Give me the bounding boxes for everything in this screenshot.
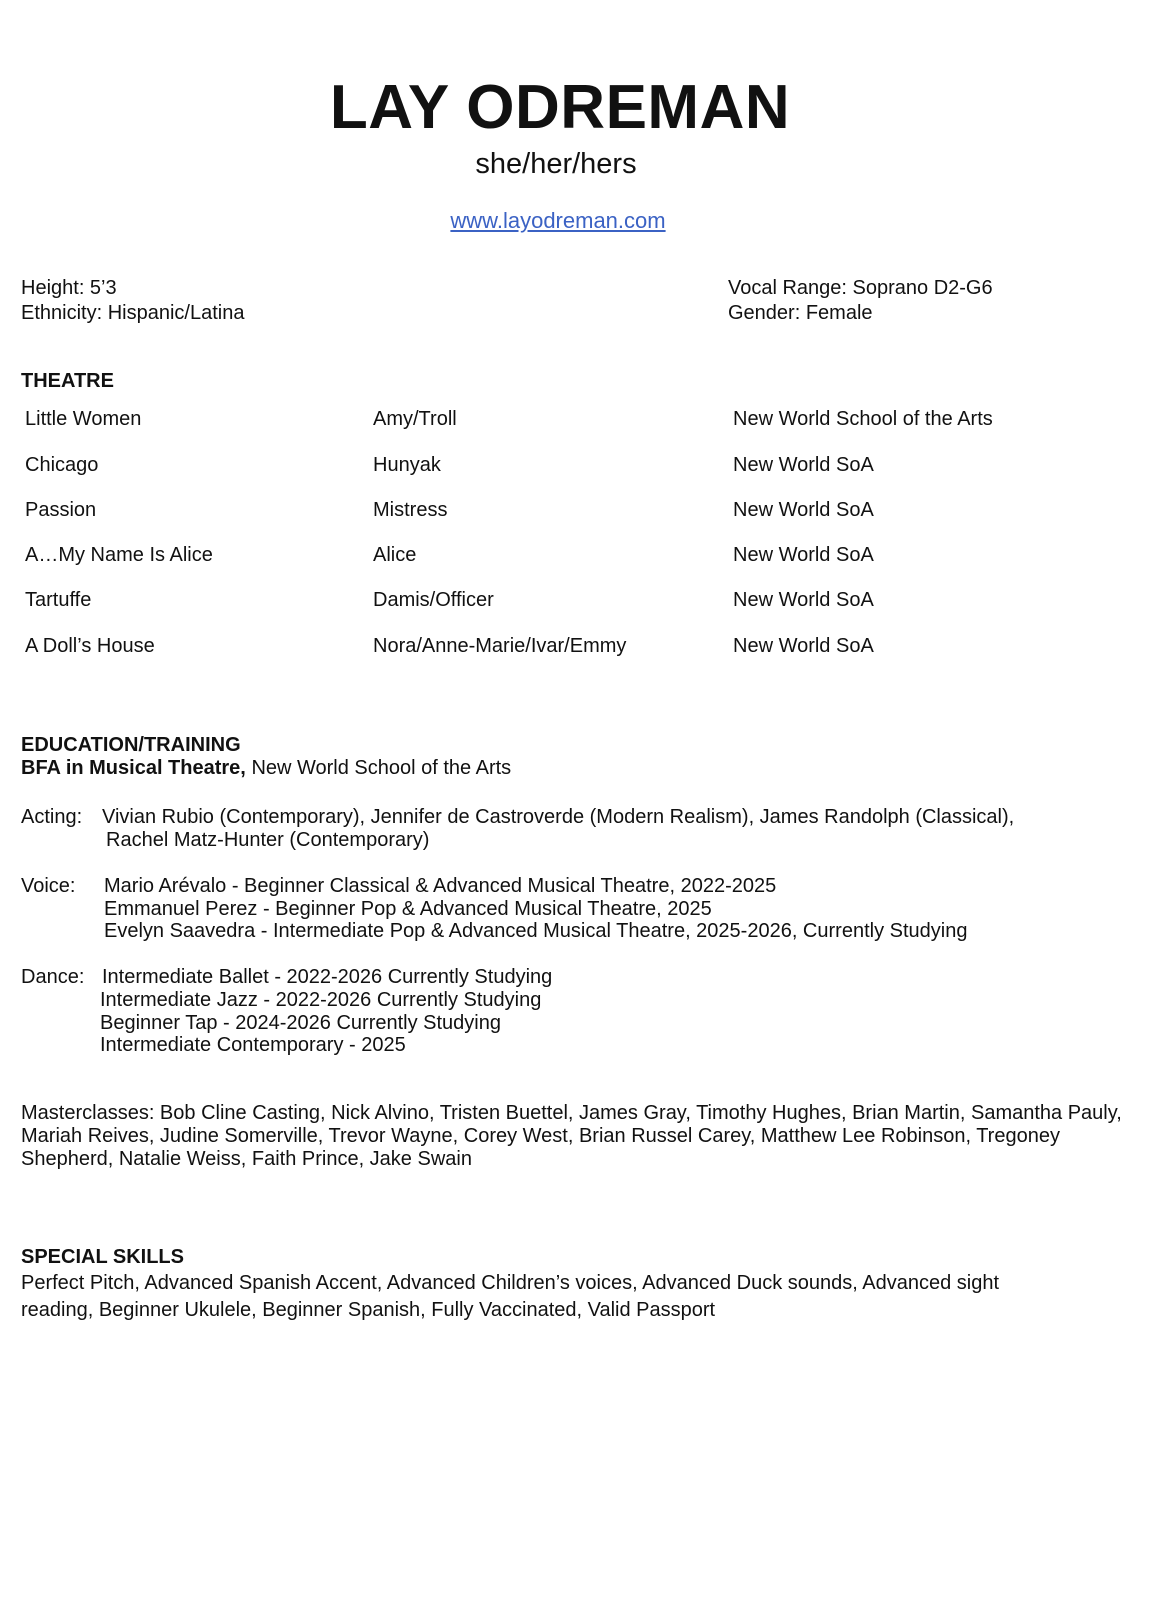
skills-text: Perfect Pitch, Advanced Spanish Accent, Advanced Children’s voices, Advanced Duck sounds, Advanced sight reading, Beginner Ukulele, Beginner Spanish, Fully Vaccinated, Valid Passport <box>21 1272 1000 1321</box>
theatre-venue: New World SoA <box>733 635 874 657</box>
voice-line: Evelyn Saavedra - Intermediate Pop & Advanced Musical Theatre, 2025-2026, Currently Studying <box>104 920 968 942</box>
theatre-role: Hunyak <box>373 454 441 476</box>
theatre-show: A…My Name Is Alice <box>25 544 213 566</box>
dance-line: Intermediate Ballet - 2022-2026 Currently Studying <box>102 966 553 988</box>
ethnicity-stat: Ethnicity: Hispanic/Latina <box>21 302 245 324</box>
theatre-role: Amy/Troll <box>373 408 457 430</box>
theatre-venue: New World SoA <box>733 499 874 521</box>
dance-line: Intermediate Jazz - 2022-2026 Currently Studying <box>100 989 542 1011</box>
theatre-role: Nora/Anne-Marie/Ivar/Emmy <box>373 635 627 657</box>
degree-title: BFA in Musical Theatre, <box>21 757 246 779</box>
vocal-range-stat: Vocal Range: Soprano D2-G6 <box>728 277 993 299</box>
theatre-show: A Doll’s House <box>25 635 155 657</box>
theatre-role: Damis/Officer <box>373 589 494 611</box>
dance-label: Dance: <box>21 966 85 988</box>
theatre-venue: New World SoA <box>733 589 874 611</box>
theatre-show: Passion <box>25 499 97 521</box>
dance-line: Intermediate Contemporary - 2025 <box>100 1034 406 1056</box>
theatre-venue: New World SoA <box>733 544 874 566</box>
acting-line: Rachel Matz-Hunter (Contemporary) <box>106 829 430 851</box>
acting-label: Acting: <box>21 806 83 828</box>
masterclasses: Masterclasses: Bob Cline Casting, Nick Alvino, Tristen Buettel, James Gray, Timothy Hughes, Brian Martin, Samantha Pauly, Mariah Reives, Judine Somerville, Trevor Wayne, Corey West, Brian Russel Carey, Matthew Lee Robinson, Tregoney Shepherd, Natalie Weiss, Faith Prince, Jake Swain <box>21 1102 1122 1170</box>
pronouns: she/her/hers <box>475 148 637 180</box>
voice-label: Voice: <box>21 875 76 897</box>
acting-line: Vivian Rubio (Contemporary), Jennifer de Castroverde (Modern Realism), James Randolph (Classical), <box>102 806 1015 828</box>
voice-line: Mario Arévalo - Beginner Classical & Advanced Musical Theatre, 2022-2025 <box>104 875 777 897</box>
education-heading: EDUCATION/TRAINING <box>21 734 241 756</box>
theatre-show: Tartuffe <box>25 589 92 611</box>
height-stat: Height: 5’3 <box>21 277 117 299</box>
theatre-show: Chicago <box>25 454 99 476</box>
skills-heading: SPECIAL SKILLS <box>21 1246 184 1268</box>
theatre-role: Mistress <box>373 499 448 521</box>
gender-stat: Gender: Female <box>728 302 873 324</box>
degree-line <box>21 756 511 780</box>
theatre-role: Alice <box>373 544 417 566</box>
voice-line: Emmanuel Perez - Beginner Pop & Advanced Musical Theatre, 2025 <box>104 898 712 920</box>
theatre-venue: New World School of the Arts <box>733 408 993 430</box>
resume-name: LAY ODREMAN <box>329 73 791 142</box>
theatre-show: Little Women <box>25 408 142 430</box>
website-link[interactable]: www.layodreman.com <box>450 208 666 233</box>
degree-school: New World School of the Arts <box>251 757 512 779</box>
theatre-venue: New World SoA <box>733 454 874 476</box>
theatre-heading: THEATRE <box>21 370 114 392</box>
website-line <box>0 208 1116 234</box>
dance-line: Beginner Tap - 2024-2026 Currently Studying <box>100 1012 501 1034</box>
